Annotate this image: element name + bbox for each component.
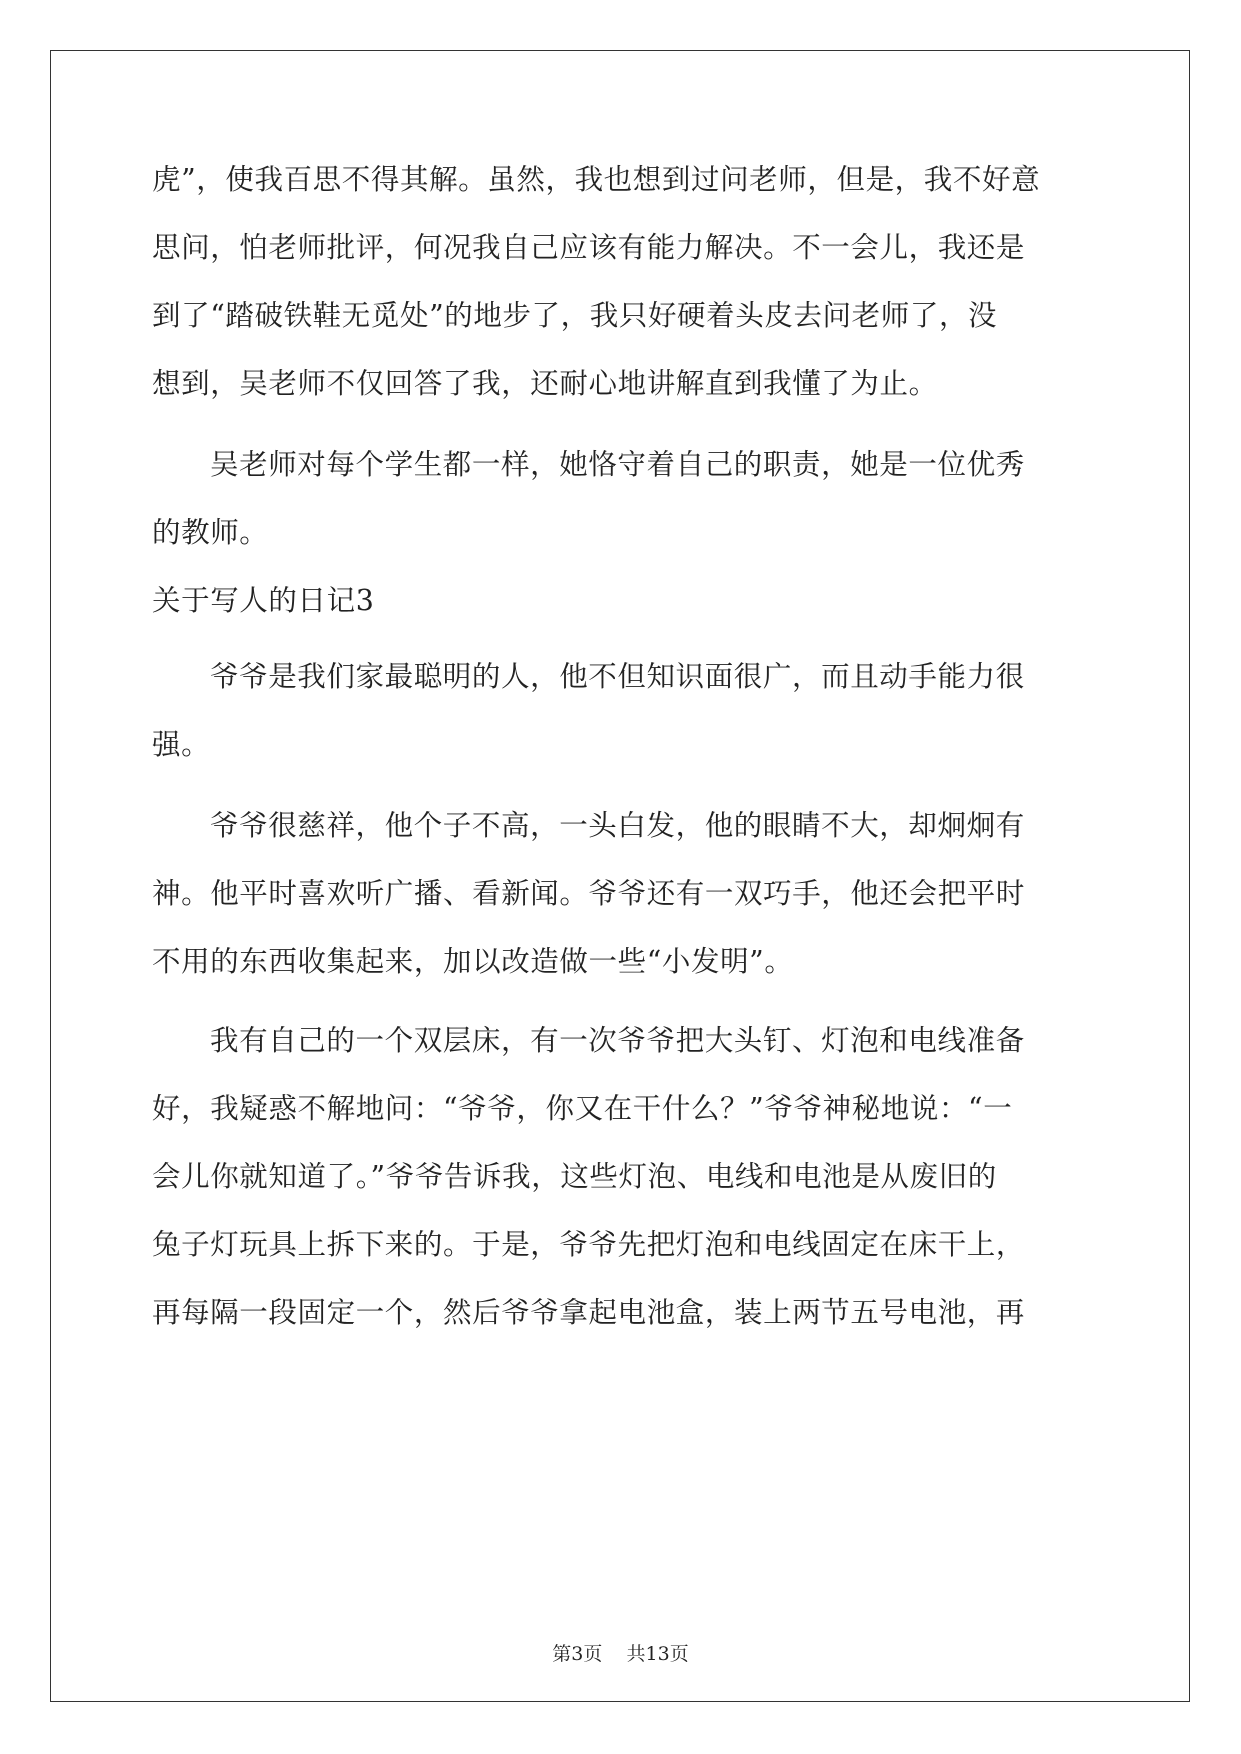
- text-line: 爷爷很慈祥，他个子不高，一头白发，他的眼睛不大，却炯炯有: [210, 809, 1025, 842]
- text-line: 虎”，使我百思不得其解。虽然，我也想到过问老师，但是，我不好意: [152, 163, 1041, 196]
- text-line: 会儿你就知道了。”爷爷告诉我，这些灯泡、电线和电池是从废旧的: [152, 1160, 997, 1193]
- text-line: 吴老师对每个学生都一样，她恪守着自己的职责，她是一位优秀: [210, 448, 1025, 481]
- text-line: 的教师。: [152, 516, 269, 549]
- text-line: 思问，怕老师批评，何况我自己应该有能力解决。不一会儿，我还是: [152, 231, 1026, 264]
- text-line: 再每隔一段固定一个，然后爷爷拿起电池盒，装上两节五号电池，再: [152, 1296, 1026, 1329]
- page-number: 第3页: [552, 1643, 603, 1665]
- text-line: 爷爷是我们家最聪明的人，他不但知识面很广，而且动手能力很: [210, 660, 1025, 693]
- text-line: 想到，吴老师不仅回答了我，还耐心地讲解直到我懂了为止。: [152, 367, 938, 400]
- text-line: 神。他平时喜欢听广播、看新闻。爷爷还有一双巧手，他还会把平时: [152, 877, 1026, 910]
- text-line: 强。: [152, 728, 211, 761]
- text-line: 好，我疑惑不解地问：“爷爷，你又在干什么？”爷爷神秘地说：“一: [152, 1092, 1013, 1125]
- text-line: 到了“踏破铁鞋无觅处”的地步了，我只好硬着头皮去问老师了，没: [152, 299, 998, 332]
- text-line: 兔子灯玩具上拆下来的。于是，爷爷先把灯泡和电线固定在床干上，: [152, 1228, 1026, 1261]
- section-heading: 关于写人的日记3: [152, 584, 375, 617]
- page-total: 共13页: [626, 1643, 689, 1665]
- text-line: 我有自己的一个双层床，有一次爷爷把大头钉、灯泡和电线准备: [210, 1024, 1025, 1057]
- text-line: 不用的东西收集起来，加以改造做一些“小发明”。: [152, 945, 794, 978]
- page-footer: [0, 1642, 1241, 1666]
